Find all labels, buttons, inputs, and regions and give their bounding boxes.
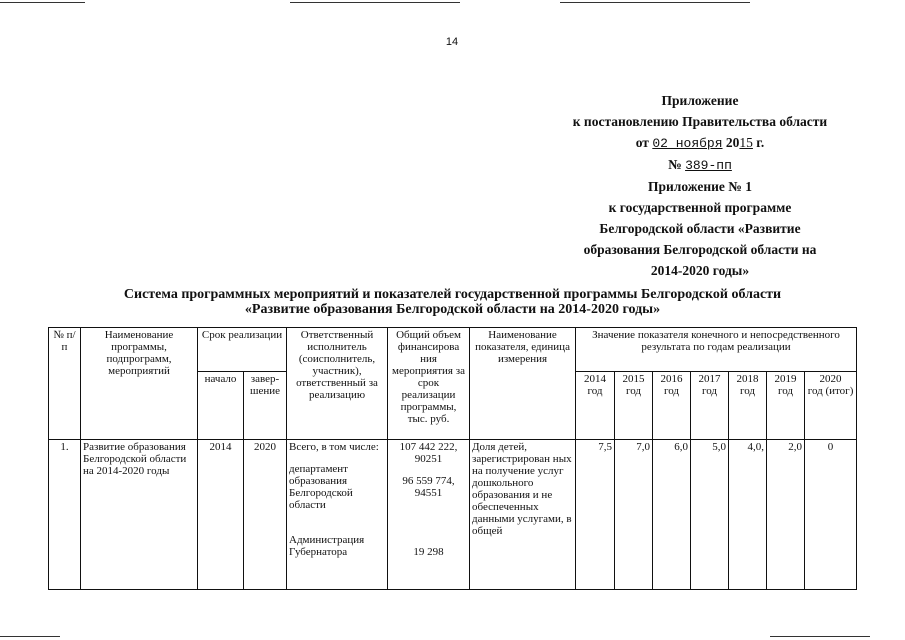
scan-edge-top-left — [0, 2, 85, 3]
row-name: Развитие образования Белгородской области на 2014-2020 годы — [81, 440, 198, 590]
year-label: 2017 — [698, 373, 721, 385]
header-year-2019 — [767, 372, 805, 440]
fund-admin: 19 298 — [413, 546, 444, 558]
appendix1-title: Приложение № 1 — [648, 179, 752, 194]
year-label: 2018 — [736, 373, 759, 385]
appendix1-line2: Белгородской области «Развитие — [599, 221, 801, 236]
appendix-line1: к постановлению Правительства области — [572, 114, 828, 129]
appendix1-line3: образования Белгородской области на — [583, 242, 817, 257]
number-prefix: № — [668, 157, 682, 172]
scan-edge-top-right — [560, 2, 750, 3]
table-row — [49, 440, 857, 590]
number-value: 389-пп — [685, 158, 732, 173]
year-unit: год — [626, 385, 642, 397]
header-year-2018 — [729, 372, 767, 440]
header-year-2017 — [691, 372, 729, 440]
appendix-date — [540, 132, 860, 154]
appendix-title: Приложение — [661, 93, 739, 108]
document-title — [40, 287, 865, 317]
header-responsible: Ответственный исполнитель (соисполнитель, участник), ответственный за реализацию — [287, 328, 388, 440]
year-unit: год — [702, 385, 718, 397]
header-year-2020 — [805, 372, 857, 440]
value-2016: 6,0 — [653, 440, 691, 590]
row-start: 2014 — [198, 440, 244, 590]
scan-edge-top-mid — [290, 2, 460, 3]
header-start: начало — [198, 372, 244, 440]
year-unit: год — [740, 385, 756, 397]
fund-total: 107 442 222, 90251 — [399, 441, 458, 465]
header-year-2015 — [615, 372, 653, 440]
header-row-1 — [49, 328, 857, 372]
value-2020: 0 — [805, 440, 857, 590]
scan-edge-bottom-left — [0, 636, 60, 637]
year-label: 2014 — [584, 373, 607, 385]
year-unit: год — [587, 385, 603, 397]
resp-total: Всего, в том числе: — [289, 441, 379, 453]
year-label: 2020 — [819, 373, 842, 385]
header-year-2014 — [576, 372, 615, 440]
header-values-group: Значение показателя конечного и непосредственного результата по годам реализации — [576, 328, 857, 372]
document-title-line1: Система программных мероприятий и показателей государственной программы Белгородской области — [123, 287, 782, 302]
appendix1-line4: 2014-2020 годы» — [650, 263, 750, 278]
header-funding: Общий объем финансирова ния мероприятия за срок реализации программы, тыс. руб. — [388, 328, 470, 440]
value-2019: 2,0 — [767, 440, 805, 590]
resp-admin: Администрация Губернатора — [289, 534, 365, 558]
date-day-month: 02 ноября — [652, 136, 723, 151]
date-suffix: г. — [756, 135, 765, 150]
row-funding — [388, 440, 470, 590]
value-2018: 4,0, — [729, 440, 767, 590]
appendix1-line1: к государственной программе — [608, 200, 792, 215]
date-prefix: от — [635, 135, 649, 150]
page-number: 14 — [445, 36, 459, 48]
header-indicator: Наименование показателя, единица измерения — [470, 328, 576, 440]
appendix-number — [540, 154, 860, 176]
year-unit: год — [778, 385, 794, 397]
year-label: 2015 — [622, 373, 645, 385]
header-end: завер- шение — [244, 372, 287, 440]
row-indicator: Доля детей, зарегистрирован ных на получение услуг дошкольного образования и не обеспеченных данными услугами, в общей — [470, 440, 576, 590]
date-year-suffix: 15 — [739, 135, 753, 150]
appendix-block — [540, 90, 860, 281]
year-label: 2016 — [660, 373, 683, 385]
year-unit: год — [664, 385, 680, 397]
document-title-line2: «Развитие образования Белгородской области на 2014-2020 годы» — [244, 302, 661, 317]
header-name: Наименование программы, подпрограмм, мероприятий — [81, 328, 198, 440]
row-num: 1. — [49, 440, 81, 590]
date-year-prefix: 20 — [725, 135, 740, 150]
value-2014: 7,5 — [576, 440, 615, 590]
programs-table — [48, 327, 857, 590]
year-label: 2019 — [774, 373, 797, 385]
header-num: № п/п — [49, 328, 81, 440]
row-responsible — [287, 440, 388, 590]
resp-dept: департамент образования Белгородской области — [289, 463, 353, 511]
header-period: Срок реализации — [198, 328, 287, 372]
year-unit: год (итог) — [807, 385, 854, 397]
fund-dept: 96 559 774, 94551 — [402, 475, 455, 499]
header-year-2016 — [653, 372, 691, 440]
row-end: 2020 — [244, 440, 287, 590]
value-2017: 5,0 — [691, 440, 729, 590]
value-2015: 7,0 — [615, 440, 653, 590]
scan-edge-bottom-right — [770, 636, 870, 637]
